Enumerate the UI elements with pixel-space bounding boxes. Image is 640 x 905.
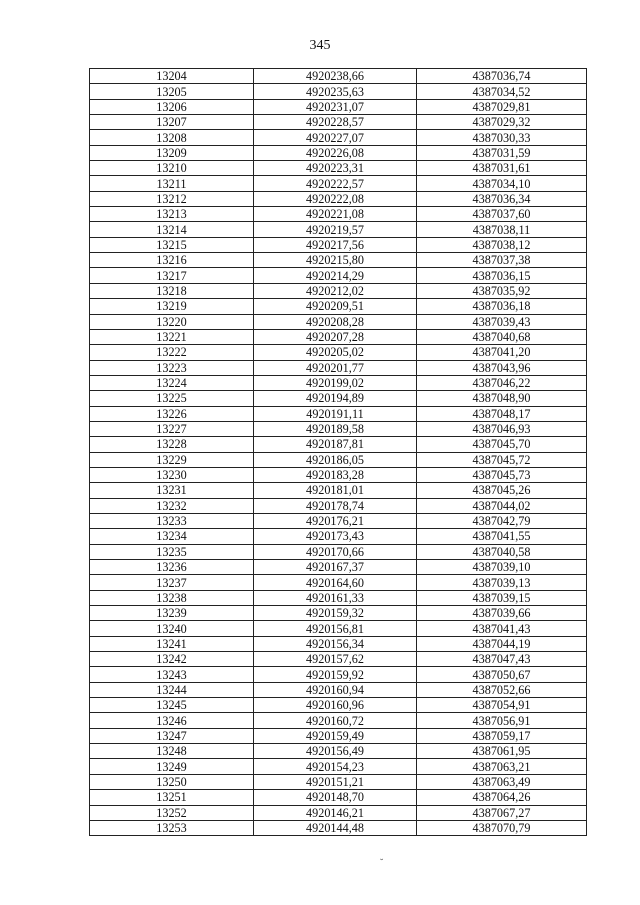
point-number-cell: 13237 xyxy=(90,575,254,590)
y-coordinate-cell: 4387047,43 xyxy=(417,652,587,667)
x-coordinate-cell: 4920189,58 xyxy=(254,421,417,436)
table-row xyxy=(90,69,587,84)
x-coordinate-cell: 4920160,72 xyxy=(254,713,417,728)
x-coordinate-cell: 4920212,02 xyxy=(254,283,417,298)
x-coordinate-cell: 4920160,94 xyxy=(254,682,417,697)
y-coordinate-cell: 4387038,12 xyxy=(417,237,587,252)
x-coordinate-cell: 4920205,02 xyxy=(254,345,417,360)
y-coordinate-cell: 4387039,15 xyxy=(417,590,587,605)
table-row xyxy=(90,790,587,805)
point-number-cell: 13243 xyxy=(90,667,254,682)
x-coordinate-cell: 4920191,11 xyxy=(254,406,417,421)
y-coordinate-cell: 4387035,92 xyxy=(417,283,587,298)
y-coordinate-cell: 4387036,74 xyxy=(417,69,587,84)
point-number-cell: 13233 xyxy=(90,513,254,528)
x-coordinate-cell: 4920156,81 xyxy=(254,621,417,636)
table-row xyxy=(90,375,587,390)
table-row xyxy=(90,698,587,713)
x-coordinate-cell: 4920215,80 xyxy=(254,253,417,268)
point-number-cell: 13224 xyxy=(90,375,254,390)
y-coordinate-cell: 4387040,58 xyxy=(417,544,587,559)
y-coordinate-cell: 4387044,19 xyxy=(417,636,587,651)
y-coordinate-cell: 4387040,68 xyxy=(417,329,587,344)
x-coordinate-cell: 4920187,81 xyxy=(254,437,417,452)
table-row xyxy=(90,590,587,605)
table-row xyxy=(90,682,587,697)
point-number-cell: 13245 xyxy=(90,698,254,713)
x-coordinate-cell: 4920161,33 xyxy=(254,590,417,605)
x-coordinate-cell: 4920157,62 xyxy=(254,652,417,667)
y-coordinate-cell: 4387052,66 xyxy=(417,682,587,697)
point-number-cell: 13227 xyxy=(90,421,254,436)
y-coordinate-cell: 4387045,72 xyxy=(417,452,587,467)
table-row xyxy=(90,529,587,544)
table-row xyxy=(90,115,587,130)
x-coordinate-cell: 4920221,08 xyxy=(254,207,417,222)
x-coordinate-cell: 4920154,23 xyxy=(254,759,417,774)
point-number-cell: 13216 xyxy=(90,253,254,268)
x-coordinate-cell: 4920228,57 xyxy=(254,115,417,130)
table-row xyxy=(90,452,587,467)
y-coordinate-cell: 4387039,13 xyxy=(417,575,587,590)
table-row xyxy=(90,345,587,360)
point-number-cell: 13241 xyxy=(90,636,254,651)
x-coordinate-cell: 4920208,28 xyxy=(254,314,417,329)
x-coordinate-cell: 4920217,56 xyxy=(254,237,417,252)
point-number-cell: 13244 xyxy=(90,682,254,697)
y-coordinate-cell: 4387048,90 xyxy=(417,391,587,406)
point-number-cell: 13206 xyxy=(90,99,254,114)
y-coordinate-cell: 4387046,22 xyxy=(417,375,587,390)
point-number-cell: 13218 xyxy=(90,283,254,298)
x-coordinate-cell: 4920183,28 xyxy=(254,467,417,482)
y-coordinate-cell: 4387034,52 xyxy=(417,84,587,99)
y-coordinate-cell: 4387063,49 xyxy=(417,774,587,789)
x-coordinate-cell: 4920209,51 xyxy=(254,299,417,314)
x-coordinate-cell: 4920207,28 xyxy=(254,329,417,344)
y-coordinate-cell: 4387067,27 xyxy=(417,805,587,820)
table-row xyxy=(90,636,587,651)
y-coordinate-cell: 4387046,93 xyxy=(417,421,587,436)
table-row xyxy=(90,391,587,406)
y-coordinate-cell: 4387050,67 xyxy=(417,667,587,682)
table-row xyxy=(90,652,587,667)
x-coordinate-cell: 4920170,66 xyxy=(254,544,417,559)
table-row xyxy=(90,145,587,160)
table-row xyxy=(90,713,587,728)
point-number-cell: 13235 xyxy=(90,544,254,559)
y-coordinate-cell: 4387036,15 xyxy=(417,268,587,283)
table-row xyxy=(90,513,587,528)
table-row xyxy=(90,575,587,590)
table-row xyxy=(90,606,587,621)
y-coordinate-cell: 4387043,96 xyxy=(417,360,587,375)
y-coordinate-cell: 4387045,70 xyxy=(417,437,587,452)
point-number-cell: 13219 xyxy=(90,299,254,314)
x-coordinate-cell: 4920226,08 xyxy=(254,145,417,160)
x-coordinate-cell: 4920222,08 xyxy=(254,191,417,206)
table-row xyxy=(90,544,587,559)
point-number-cell: 13208 xyxy=(90,130,254,145)
point-number-cell: 13231 xyxy=(90,483,254,498)
table-row xyxy=(90,498,587,513)
table-row xyxy=(90,744,587,759)
table-row xyxy=(90,253,587,268)
table-row xyxy=(90,805,587,820)
x-coordinate-cell: 4920164,60 xyxy=(254,575,417,590)
point-number-cell: 13238 xyxy=(90,590,254,605)
point-number-cell: 13246 xyxy=(90,713,254,728)
table-row xyxy=(90,560,587,575)
y-coordinate-cell: 4387070,79 xyxy=(417,820,587,835)
table-row xyxy=(90,728,587,743)
footer-mark: ˘ xyxy=(380,858,384,869)
table-row xyxy=(90,84,587,99)
point-number-cell: 13223 xyxy=(90,360,254,375)
point-number-cell: 13222 xyxy=(90,345,254,360)
y-coordinate-cell: 4387031,59 xyxy=(417,145,587,160)
y-coordinate-cell: 4387038,11 xyxy=(417,222,587,237)
point-number-cell: 13253 xyxy=(90,820,254,835)
y-coordinate-cell: 4387030,33 xyxy=(417,130,587,145)
y-coordinate-cell: 4387059,17 xyxy=(417,728,587,743)
x-coordinate-cell: 4920156,49 xyxy=(254,744,417,759)
point-number-cell: 13217 xyxy=(90,268,254,283)
y-coordinate-cell: 4387045,26 xyxy=(417,483,587,498)
x-coordinate-cell: 4920235,63 xyxy=(254,84,417,99)
x-coordinate-cell: 4920176,21 xyxy=(254,513,417,528)
y-coordinate-cell: 4387063,21 xyxy=(417,759,587,774)
table-row xyxy=(90,360,587,375)
y-coordinate-cell: 4387041,55 xyxy=(417,529,587,544)
point-number-cell: 13239 xyxy=(90,606,254,621)
point-number-cell: 13247 xyxy=(90,728,254,743)
x-coordinate-cell: 4920178,74 xyxy=(254,498,417,513)
point-number-cell: 13211 xyxy=(90,176,254,191)
point-number-cell: 13204 xyxy=(90,69,254,84)
point-number-cell: 13207 xyxy=(90,115,254,130)
y-coordinate-cell: 4387061,95 xyxy=(417,744,587,759)
table-row xyxy=(90,207,587,222)
y-coordinate-cell: 4387031,61 xyxy=(417,161,587,176)
x-coordinate-cell: 4920173,43 xyxy=(254,529,417,544)
x-coordinate-cell: 4920146,21 xyxy=(254,805,417,820)
table-row xyxy=(90,176,587,191)
x-coordinate-cell: 4920223,31 xyxy=(254,161,417,176)
table-row xyxy=(90,314,587,329)
y-coordinate-cell: 4387039,43 xyxy=(417,314,587,329)
x-coordinate-cell: 4920199,02 xyxy=(254,375,417,390)
point-number-cell: 13225 xyxy=(90,391,254,406)
x-coordinate-cell: 4920167,37 xyxy=(254,560,417,575)
y-coordinate-cell: 4387056,91 xyxy=(417,713,587,728)
table-row xyxy=(90,268,587,283)
point-number-cell: 13242 xyxy=(90,652,254,667)
table-row xyxy=(90,621,587,636)
point-number-cell: 13220 xyxy=(90,314,254,329)
point-number-cell: 13252 xyxy=(90,805,254,820)
table-row xyxy=(90,667,587,682)
table-row xyxy=(90,99,587,114)
point-number-cell: 13213 xyxy=(90,207,254,222)
point-number-cell: 13249 xyxy=(90,759,254,774)
table-row xyxy=(90,130,587,145)
y-coordinate-cell: 4387037,60 xyxy=(417,207,587,222)
coordinates-table-body xyxy=(90,69,587,836)
point-number-cell: 13214 xyxy=(90,222,254,237)
point-number-cell: 13251 xyxy=(90,790,254,805)
y-coordinate-cell: 4387041,20 xyxy=(417,345,587,360)
table-row xyxy=(90,299,587,314)
x-coordinate-cell: 4920144,48 xyxy=(254,820,417,835)
y-coordinate-cell: 4387054,91 xyxy=(417,698,587,713)
y-coordinate-cell: 4387036,34 xyxy=(417,191,587,206)
point-number-cell: 13229 xyxy=(90,452,254,467)
point-number-cell: 13212 xyxy=(90,191,254,206)
point-number-cell: 13236 xyxy=(90,560,254,575)
x-coordinate-cell: 4920160,96 xyxy=(254,698,417,713)
table-row xyxy=(90,759,587,774)
point-number-cell: 13234 xyxy=(90,529,254,544)
point-number-cell: 13221 xyxy=(90,329,254,344)
x-coordinate-cell: 4920186,05 xyxy=(254,452,417,467)
table-row xyxy=(90,329,587,344)
point-number-cell: 13205 xyxy=(90,84,254,99)
x-coordinate-cell: 4920219,57 xyxy=(254,222,417,237)
table-row xyxy=(90,421,587,436)
y-coordinate-cell: 4387064,26 xyxy=(417,790,587,805)
y-coordinate-cell: 4387034,10 xyxy=(417,176,587,191)
y-coordinate-cell: 4387039,10 xyxy=(417,560,587,575)
y-coordinate-cell: 4387029,81 xyxy=(417,99,587,114)
point-number-cell: 13230 xyxy=(90,467,254,482)
table-row xyxy=(90,191,587,206)
table-row xyxy=(90,406,587,421)
table-row xyxy=(90,467,587,482)
table-row xyxy=(90,161,587,176)
table-row xyxy=(90,437,587,452)
page-number: 345 xyxy=(309,38,331,53)
x-coordinate-cell: 4920151,21 xyxy=(254,774,417,789)
y-coordinate-cell: 4387048,17 xyxy=(417,406,587,421)
coordinates-table xyxy=(89,68,587,836)
x-coordinate-cell: 4920159,32 xyxy=(254,606,417,621)
x-coordinate-cell: 4920222,57 xyxy=(254,176,417,191)
x-coordinate-cell: 4920227,07 xyxy=(254,130,417,145)
table-row xyxy=(90,237,587,252)
point-number-cell: 13240 xyxy=(90,621,254,636)
point-number-cell: 13215 xyxy=(90,237,254,252)
x-coordinate-cell: 4920194,89 xyxy=(254,391,417,406)
point-number-cell: 13209 xyxy=(90,145,254,160)
y-coordinate-cell: 4387037,38 xyxy=(417,253,587,268)
x-coordinate-cell: 4920159,92 xyxy=(254,667,417,682)
x-coordinate-cell: 4920231,07 xyxy=(254,99,417,114)
x-coordinate-cell: 4920181,01 xyxy=(254,483,417,498)
y-coordinate-cell: 4387041,43 xyxy=(417,621,587,636)
table-row xyxy=(90,222,587,237)
x-coordinate-cell: 4920156,34 xyxy=(254,636,417,651)
point-number-cell: 13226 xyxy=(90,406,254,421)
x-coordinate-cell: 4920201,77 xyxy=(254,360,417,375)
y-coordinate-cell: 4387042,79 xyxy=(417,513,587,528)
point-number-cell: 13248 xyxy=(90,744,254,759)
x-coordinate-cell: 4920238,66 xyxy=(254,69,417,84)
x-coordinate-cell: 4920214,29 xyxy=(254,268,417,283)
y-coordinate-cell: 4387045,73 xyxy=(417,467,587,482)
x-coordinate-cell: 4920159,49 xyxy=(254,728,417,743)
point-number-cell: 13232 xyxy=(90,498,254,513)
table-row xyxy=(90,283,587,298)
y-coordinate-cell: 4387029,32 xyxy=(417,115,587,130)
point-number-cell: 13228 xyxy=(90,437,254,452)
point-number-cell: 13210 xyxy=(90,161,254,176)
table-row xyxy=(90,774,587,789)
point-number-cell: 13250 xyxy=(90,774,254,789)
table-row xyxy=(90,820,587,835)
y-coordinate-cell: 4387036,18 xyxy=(417,299,587,314)
y-coordinate-cell: 4387039,66 xyxy=(417,606,587,621)
table-row xyxy=(90,483,587,498)
y-coordinate-cell: 4387044,02 xyxy=(417,498,587,513)
x-coordinate-cell: 4920148,70 xyxy=(254,790,417,805)
